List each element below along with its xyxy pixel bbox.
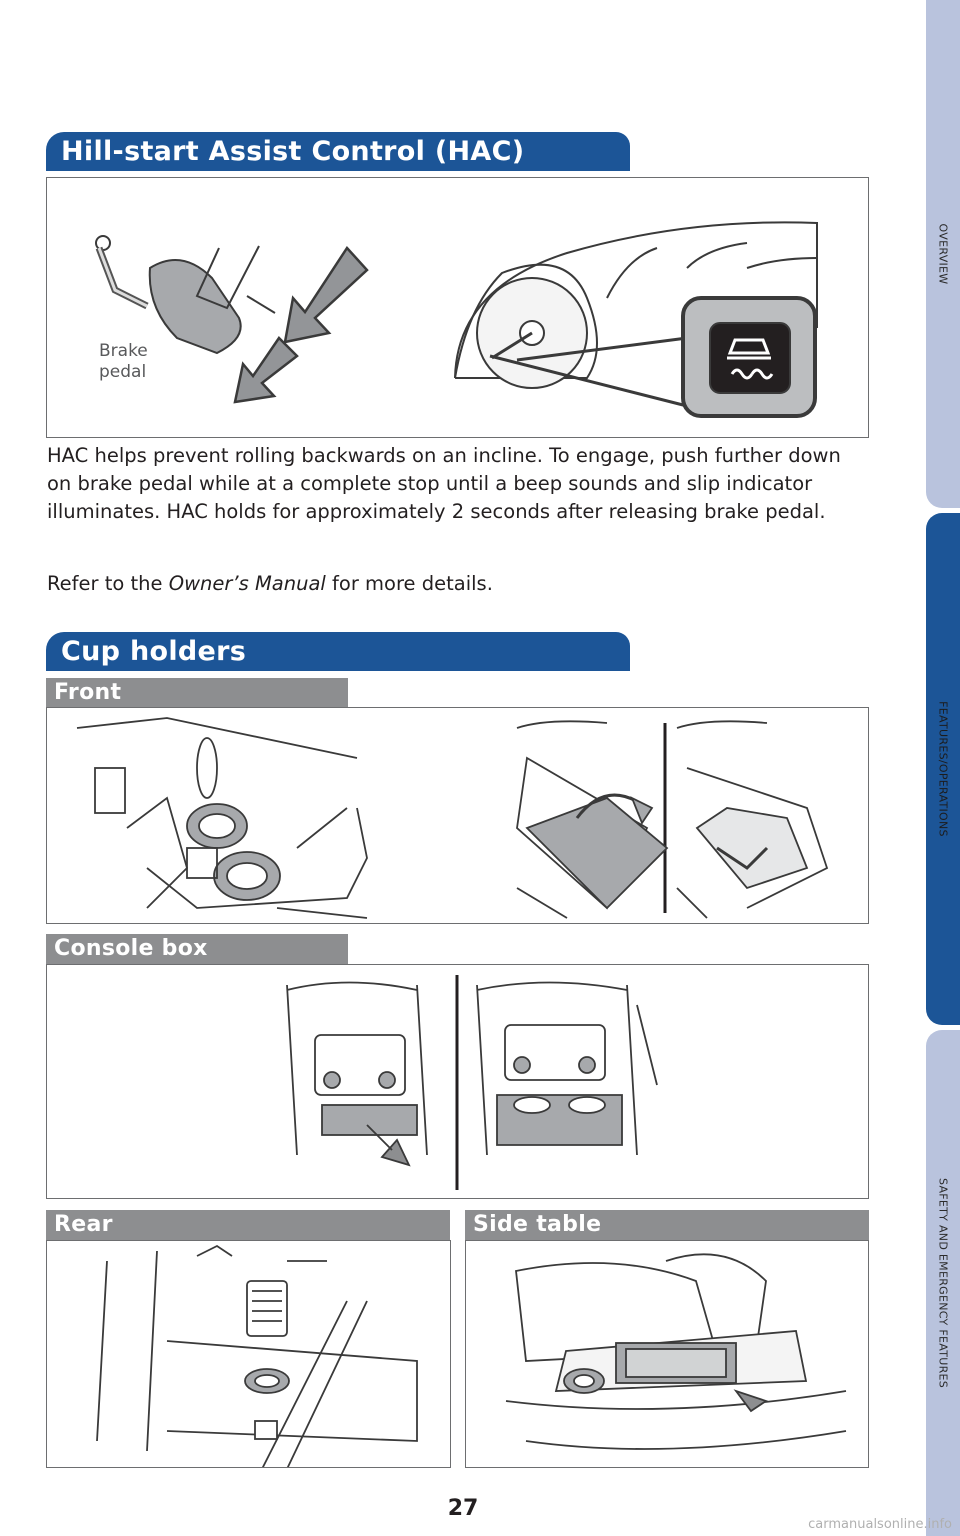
watermark: carmanualsonline.info [808, 1517, 952, 1532]
side-table-illustration [465, 1240, 869, 1468]
console-box-illustration [46, 964, 869, 1199]
brake-label-line2: pedal [99, 362, 147, 382]
hac-drawing [47, 178, 869, 438]
rear-sub-header [46, 1210, 450, 1240]
console-box-title: Console box [54, 936, 208, 961]
brake-pedal-illustration [96, 236, 275, 353]
hac-refer-text [47, 570, 867, 598]
tab-features-operations[interactable] [926, 513, 960, 1025]
side-table-drawing [466, 1241, 869, 1468]
owners-manual-ref: Owner’s Manual [168, 572, 326, 595]
side-table-sub-header [465, 1210, 869, 1240]
front-sub-header [46, 678, 348, 708]
tab-features-label: FEATURES/OPERATIONS [936, 701, 950, 837]
brake-pedal-label [99, 341, 148, 383]
instrument-cluster [455, 222, 817, 416]
cup-holders-title: Cup holders [61, 636, 247, 667]
rear-illustration [46, 1240, 451, 1468]
tab-overview-label: OVERVIEW [936, 223, 950, 285]
front-title: Front [54, 680, 122, 705]
front-drawing [47, 708, 869, 924]
tab-overview[interactable] [926, 0, 960, 508]
rear-drawing [47, 1241, 451, 1468]
front-illustration [46, 707, 869, 924]
hac-title: Hill-start Assist Control (HAC) [61, 136, 525, 167]
hac-section-header [46, 132, 628, 171]
brake-label-line1: Brake [99, 341, 148, 361]
cup-holders-section-header [46, 632, 628, 671]
console-drawing [47, 965, 869, 1199]
console-box-sub-header [46, 934, 348, 964]
side-table-title: Side table [473, 1212, 602, 1237]
tab-safety-label: SAFETY AND EMERGENCY FEATURES [936, 1177, 950, 1389]
refer-prefix: Refer to the [47, 572, 169, 595]
hac-illustration [46, 177, 869, 438]
hac-description: HAC helps prevent rolling backwards on an incline. To engage, push further down on brake pedal while at a complete stop until a beep sounds and slip indicator illuminates. HAC holds for approximately 2 seconds after releasing brake pedal. [47, 444, 841, 523]
tab-safety-emergency[interactable] [926, 1030, 960, 1536]
page-number: 27 [447, 1496, 479, 1521]
rear-title: Rear [54, 1212, 113, 1237]
push-arrows [235, 248, 367, 402]
refer-suffix: for more details. [325, 572, 493, 595]
